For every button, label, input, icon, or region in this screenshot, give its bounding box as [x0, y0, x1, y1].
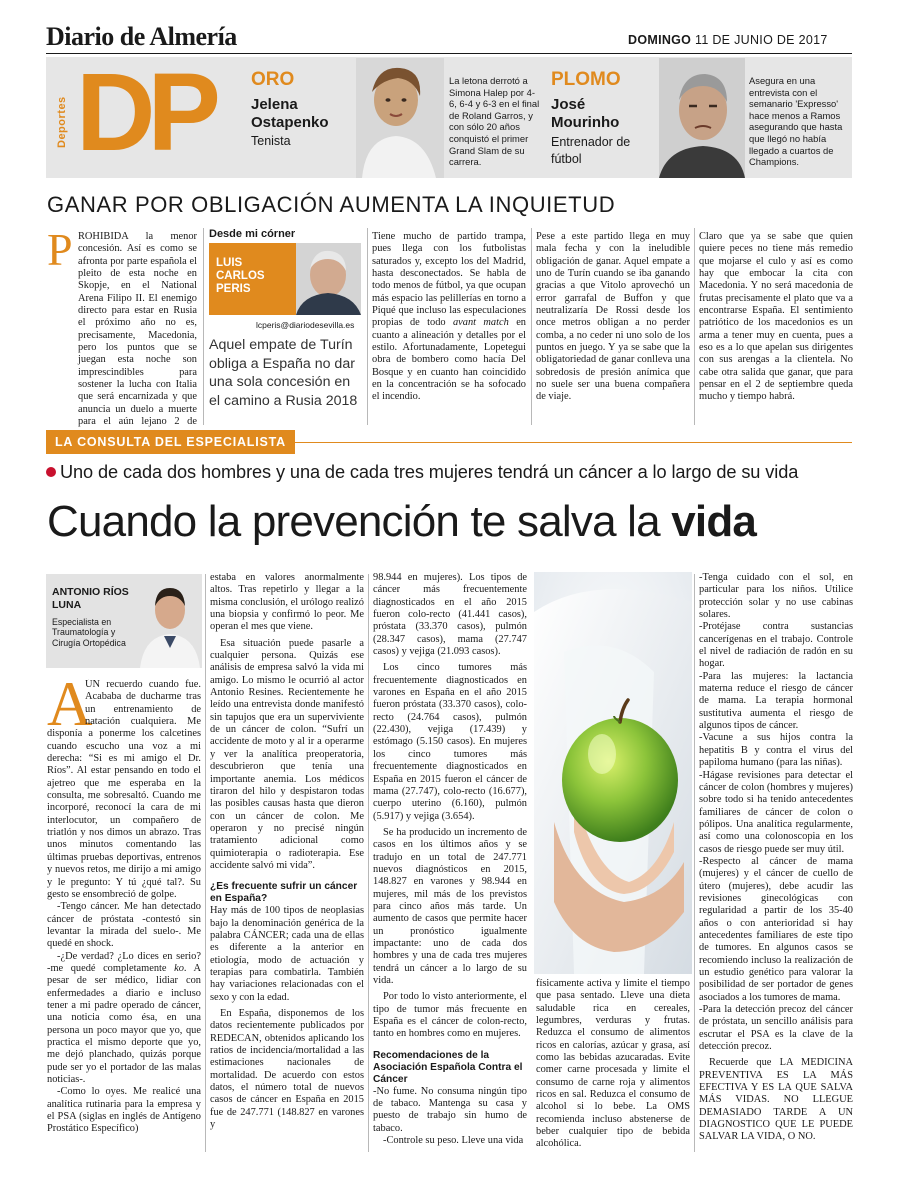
column-text-5	[699, 231, 853, 427]
specialist-author-name: ANTONIO RÍOS LUNA	[52, 586, 129, 611]
body-divider-2	[368, 574, 369, 1152]
column-dropcap: P	[47, 224, 73, 275]
specialist-col-5-p2: -Protéjase contra sustancias cancerígenas en el trabajo. Controle el nivel de radiación de radón en su hogar.	[699, 621, 853, 670]
bullet-icon	[46, 467, 56, 477]
specialist-col-3-p1: 98.944 en mujeres). Los tipos de cáncer más frecuentemente diagnosticados en el año 2015 fueron colo-recto (41.441 casos), próstata (33.370 casos), pulmón (28.347 casos), mama (27.747 casos) y vejiga (21.093 casos).	[373, 572, 527, 658]
ostapenko-portrait-icon	[356, 58, 444, 178]
column-text-3-para: Tiene mucho de partido trampa, pues llega con los futbolistas saturados y, excepto los del Madrid, hasta desconectados. Se habla de todo menos de fútbol, ya que ocupan más espacio las pelillerías en torno a Piqué que incluso las especulaciones propias de todo avant match en cuanto a alineación y detalles por el estilo. Afortunadamente, Lopetegui obra de bombero como hacía Del Bosque y en cuanto han coincidido en la concentración se ha sofocado el incendio.	[372, 231, 526, 403]
body-divider-3	[694, 574, 695, 1152]
specialist-col-4-p1: físicamente activa y limite el tiempo que pasa sentado. Lleve una dieta saludable rica en cereales, legumbres, verduras y frutas. Reduzca el consumo de alimentos ricos en calorías, azúcar y grasa, así como las bebidas azucaradas. Evite comer carne procesada y limite el consumo de carne roja y alimentos ricos en sal. Reduzca el consumo de alcohol si lo bebe. La OMS recomienda incluso abstenerse de beber cualquier tipo de bebida alcohólica.	[536, 978, 690, 1150]
apple-photo	[534, 572, 692, 974]
specialist-col-3-heading: Recomendaciones de la Asociación Española Contra el Cáncer	[373, 1049, 523, 1085]
specialist-col-3	[373, 572, 527, 1154]
author-email[interactable]: lcperis@diariodesevilla.es	[256, 320, 355, 330]
specialist-col-2-heading: ¿Es frecuente sufrir un cáncer en España?	[210, 881, 358, 905]
specialist-col-1-p2: -Tengo cáncer. Me han detectado cáncer de próstata -contestó sin levantar la mirada del suelo-. Me quedé en shock.	[47, 901, 201, 950]
ostapenko-photo	[356, 58, 444, 178]
oro-tag: ORO	[251, 69, 295, 90]
specialist-col-2-p3: Hay más de 100 tipos de neoplasias bajo la denominación genérica de la palabra CÁNCER; cada una de ellas es diferente a la anterior en etiología, modo de actuación y terapias para combatirla. También hay variaciones relacionadas con el sexo y con la edad.	[210, 905, 364, 1003]
issue-date-rest: 11 DE JUNIO DE 2017	[695, 33, 828, 47]
specialist-col-2	[210, 572, 364, 1154]
rios-portrait-icon	[138, 574, 202, 668]
specialist-col-1-p3: -¿De verdad? ¿Lo dices en serio? -me quedé completamente ko. A pesar de ser médico, lidiar con enfermedades a diario e incluso tener a mi padre operado de cáncer, una noticia como ésa, en una persona un poco mayor que yo, que practica el mismo deporte que yo, me dejó planchado, quizás porque pude ser yo el portador de las malas noticias-.	[47, 950, 201, 1085]
author-box	[209, 243, 361, 315]
body-divider-1	[205, 574, 206, 1152]
specialist-col-2-p2: Esa situación puede pasarle a cualquier persona. Quizás ese análisis de empresa salvó la vida mi amigo. Lo mismo le ocurrió al actor Antonio Resines. Recientemente he leído una entrevista donde manifestó sin tapujos que era un superviviente de un cáncer de colon. “Sufrí un accidente de moto y al ir a operarme y ver la analítica preoperatoria, descubrieron que tenía una importante anemia. Los médicos tiraron del hilo y despistaron todas las posibles causas hasta que dieron con un cáncer de colon. Me operaron y no precisé ningún tratamiento adicional como quimioterapia o radioterapia. Ese accidente salvó mi vida”.	[210, 637, 364, 871]
specialist-col-2-p1: estaba en valores anormalmente altos. Tras repetirlo y llegar a la misma conclusión, el urólogo realizó una biopsia y confirmó lo peor. Me operan el mes que viene.	[210, 572, 364, 633]
specialist-col-3-p3: Se ha producido un incremento de casos en los últimos años y se tradujo en un total de 247.771 nuevos diagnósticos en 2015, 148.827 en varones y 98.944 en mujeres, mil más de los previstos para cinco años más tarde. Un aumento de casos que permite hacer un pronóstico igualmente impactante: uno de cada dos hombres y una de cada tres mujeres tendrá un cáncer a lo largo de su vida.	[373, 826, 527, 986]
oro-name	[251, 96, 329, 132]
peris-portrait-icon	[296, 243, 361, 315]
specialist-col-5-p1: -Tenga cuidado con el sol, en particular para los niños. Utilice protección solar y no use cabinas solares.	[699, 572, 853, 621]
column-divider-3	[531, 228, 532, 425]
specialist-col-5	[699, 572, 853, 1154]
specialist-col-5-p8: Recuerde que LA MEDICINA PREVENTIVA ES LA MÁS EFECTIVA Y ES LA QUE SALVA MÁS VIDAS. NO LLEGUE DEMASIADO TARDE A UN DIAGNOSTICO QUE LE PUEDE SALVAR LA VIDA, O NO.	[699, 1057, 853, 1143]
specialist-col-1-p4: -Como lo oyes. Me realicé una analítica rutinaria para la empresa y el PSA (siglas en inglés de Antígeno Prostático Específico)	[47, 1086, 201, 1135]
specialist-author-title: Especialista en Traumatología y Cirugía Ortopédica	[52, 617, 126, 648]
plomo-role-line1: Entrenador de	[551, 135, 631, 149]
specialist-col-2-p4: En España, disponemos de los datos recientemente publicados por REDECAN, obtenidos aplicando los ratios de incidencia/mortalidad a las estimaciones nacionales de mortalidad. De acuerdo con estos datos, el número total de nuevos casos de cáncer en España en 2015 fue de 247.771 (148.827 en varones y	[210, 1008, 364, 1131]
specialist-subhead: Uno de cada dos hombres y una de cada tres mujeres tendrá un cáncer a lo largo de su vida	[46, 462, 852, 483]
specialist-col-5-p3: -Para las mujeres: la lactancia materna reduce el riesgo de cáncer de mama. La terapia hormonal sustitutiva aumenta el riesgo de algunos tipos de cáncer.	[699, 670, 853, 732]
plomo-name-last: Mourinho	[551, 114, 620, 131]
section-logo: DP	[76, 51, 213, 174]
plomo-caption: Asegura en una entrevista con el semanario 'Expresso' hace menos a Ramos asegurando que hasta que llegó no había llegado a cuartos de Champions.	[749, 75, 843, 168]
specialist-col-5-p6: -Respecto al cáncer de mama (mujeres) y el cáncer de cuello de útero (mujeres), debe acudir las revisiones ginecológicas con regularidad a partir de los 35-40 años o con anterioridad si hay antecedentes familiares de este tipo de tumores. En algunos casos se recomiendo incluso la realización de un estudio genético para valorar la posibilidad de ser portador de genes asociados a los tumores de mama.	[699, 855, 853, 1003]
specialist-col-3-p2: Los cinco tumores más frecuentemente diagnosticados en varones en España en el año 2015 fueron próstata (33.370 casos), colo-recto (24.764 casos), pulmón (22.430), vejiga (17.439) y estómago (5.150 casos). En mujeres los cinco tumores más frecuentemente diagnosticados en España en 2015 fueron el cáncer de mama (27.747), colo-recto (16.677), cuerpo uterino (6.160), pulmón (5.917) y vejiga (3.654).	[373, 662, 527, 822]
column-headline: GANAR POR OBLIGACIÓN AUMENTA LA INQUIETUD	[47, 192, 616, 217]
issue-day: DOMINGO	[628, 33, 692, 47]
plomo-role	[551, 134, 630, 168]
mourinho-portrait-icon	[659, 58, 745, 178]
specialist-headline: Cuando la prevención te salva la vida	[47, 497, 757, 546]
specialist-col-3-p4: Por todo lo visto anteriormente, el tipo de tumor más frecuente en España es el cáncer de colon-recto, tanto en hombres como en mujeres.	[373, 991, 527, 1040]
column-text-4	[536, 231, 690, 427]
author-name: LUIS CARLOS PERIS	[216, 257, 265, 295]
specialist-kicker: LA CONSULTA DEL ESPECIALISTA	[46, 430, 295, 454]
oro-name-first: Jelena	[251, 96, 298, 113]
column-divider-2	[367, 228, 368, 425]
plomo-role-line2: fútbol	[551, 152, 582, 166]
column-text-3	[372, 231, 526, 427]
oro-name-last: Ostapenko	[251, 114, 329, 131]
green-apple-hands-icon	[534, 572, 692, 974]
plomo-name	[551, 96, 619, 132]
specialist-col-3-p5: -No fume. No consuma ningún tipo de tabaco. Mantenga su casa y puesto de trabajo sin humo de tabaco.	[373, 1085, 527, 1134]
column-divider-1	[203, 228, 204, 425]
specialist-dropcap: A	[47, 669, 93, 739]
column-text-4-para: Pese a este partido llega en muy mala fecha y con la ineludible obligación de ganar. Aquel empate a uno de Turín cuando se iba ganando gracias a que Vitolo aprovechó un error garrafal de Buffon y que neutralizaría De Rossi desde los once metros obligan a no perder comba, a no ceder ni uno solo de los puntos en juego. Y ya se sabe que la obligatoriedad de ganar conlleva una sobredosis de presión anímica que no suele ser una buena compañera de viaje.	[536, 231, 690, 403]
mourinho-photo	[659, 58, 745, 178]
column-text-1-para: ROHIBIDA la menor concesión. Así es como se afronta por parte española el pleito de esta noche en Skopje, en el National Arena Filipo II. El enemigo directo para estar en Rusia el próximo año no es, precisamente, Macedonia, pero los puntos que se juegan esta noche son imprescindibles para sostener la lucha con Italia que será encarnizada y que anuncia un duelo a muerte para el aún lejano 2 de	[78, 231, 197, 427]
section-label: Deportes	[56, 96, 68, 148]
specialist-col-3-p6: -Controle su peso. Lleve una vida	[383, 1135, 524, 1147]
specialist-col-5-p5: -Hágase revisiones para detectar el cáncer de colon (hombres y mujeres) sobre todo si ha tenido antecedentes familiares de cáncer de colon o pólipos. Una analítica regularmente, así como una colonoscopia en los casos de riesgo puede ser muy útil.	[699, 769, 853, 855]
specialist-col-1	[47, 679, 201, 1154]
specialist-col-5-p4: -Vacune a sus hijos contra la hepatitis B y contra el virus del papiloma humano (para las niñas).	[699, 732, 853, 769]
column-text-1	[47, 224, 197, 427]
newspaper-name[interactable]: Diario de Almería	[46, 22, 237, 51]
corner-title: Desde mi córner	[209, 228, 296, 240]
plomo-tag: PLOMO	[551, 69, 621, 90]
pull-quote: Aquel empate de Turín obliga a España no dar una sola concesión en el camino a Rusia 2018	[209, 337, 358, 409]
oro-role: Tenista	[251, 134, 291, 148]
oro-caption: La letona derrotó a Simona Halep por 4-6, 6-4 y 6-3 en el final de Roland Garros, y con sólo 20 años conquistó el primer Grand Slam de su carrera.	[449, 75, 540, 168]
column-divider-4	[694, 228, 695, 425]
column-text-5-para: Claro que ya se sabe que quien quiere peces no tiene más remedio que mojarse el culo y así es como hay que embocar la cita con Macedonia. Y no será macedonia de frutas precisamente el plato que va a encontrarse España. El sentimiento patriótico de los macedonios es un arma a tener muy en cuenta, pues a eso es a lo que apelan sus dirigentes con sus arengas a la clientela. No cabe otra salida que ganar, que para pensar en el 2 de septiembre queda mucho y tiempo habrá.	[699, 231, 853, 403]
specialist-col-1-lead: ÚN recuerdo cuando fue. Acababa de ducharme tras un entrenamiento de natación cualquiera. Me disponía a ponerme los calcetines cuando escucho una voz a mi derecha: “Si es mi amigo el Dr. Ríos”. Al estar pensando en todo el ajetreo que me esperaba en la consulta, me sobresaltó. Cuando me incorporé, reconocí la cara de mi interlocutor, un compañero de triatlón y nos dimos un abrazo. Tras unos minutos comentando las últimas pruebas deportivas, entrenos y nuevos retos, me dirijo a mi amigo y le pregunto: Y tú ¿qué tal?. Su gesto se ensombreció de golpe.	[47, 679, 201, 900]
issue-date	[628, 33, 828, 47]
specialist-col-4	[536, 978, 690, 1154]
specialist-col-5-p7: -Para la detección precoz del cáncer de próstata, un sencillo análisis para escrutar el PSA es la clave de la detección precoz.	[699, 1004, 853, 1053]
plomo-name-first: José	[551, 96, 586, 113]
